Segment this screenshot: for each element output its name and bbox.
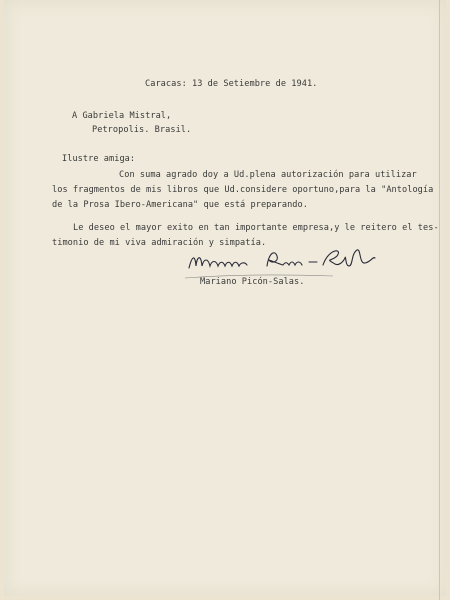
salutation: Ilustre amiga: [62, 154, 136, 164]
body-line-1: Con suma agrado doy a Ud.plena autorización para utilizar [119, 170, 417, 180]
body-line-4: Le deseo el mayor exito en tan importante empresa,y le reitero el tes- [73, 223, 439, 233]
handwritten-signature [183, 244, 383, 280]
body-line-5: timonio de mi viva admiración y simpatía. [52, 238, 267, 248]
place-date: Caracas: 13 de Setiembre de 1941. [145, 79, 318, 89]
body-line-3: de la Prosa Ibero-Americana" que está preparando. [52, 200, 308, 210]
recipient-place: Petropolis. Brasil. [92, 125, 192, 135]
recipient-name: A Gabriela Mistral, [72, 111, 172, 121]
letter-page [4, 0, 446, 596]
page-edge [439, 0, 440, 600]
typed-signature-name: Mariano Picón-Salas. [200, 277, 305, 287]
body-line-2: los fragmentos de mis libros que Ud.considere oportuno,para la "Antología [52, 185, 434, 195]
